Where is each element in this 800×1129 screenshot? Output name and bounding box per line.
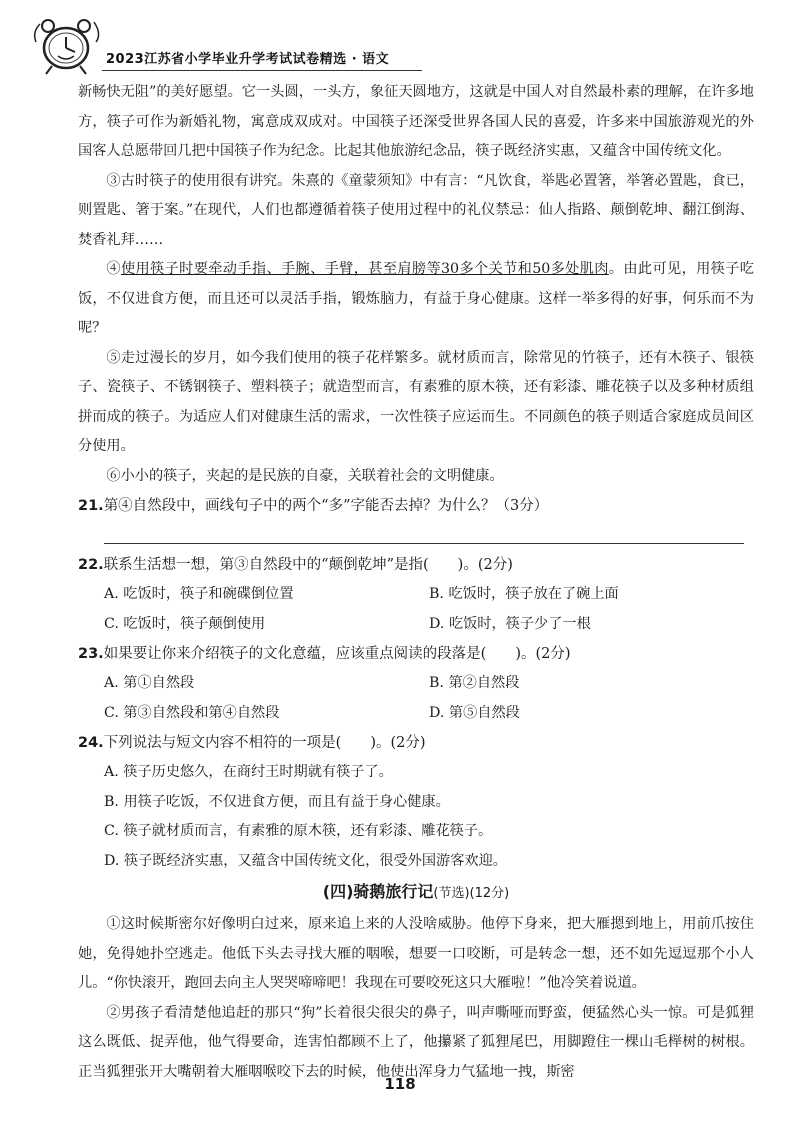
section-4-paragraph-1: ①这时候斯密尔好像明白过来，原来追上来的人没啥威胁。他停下身来，把大雁摁到地上，用前爪按住她，免得她扑空逃走。他低下头去寻找大雁的咽喉，想要一口咬断，可是转念一想，还不如先逗逗那个小人儿。“你快滚开，跑回去向主人哭哭啼啼吧！我现在可要咬死这只大雁啦！”他冷笑着说道。	[78, 916, 754, 991]
section-4-title	[78, 876, 754, 910]
question-24-options	[104, 758, 754, 876]
page-content	[78, 78, 754, 1087]
question-24-number: 24.	[78, 735, 104, 751]
alarm-clock-logo-icon	[30, 12, 108, 78]
question-21	[78, 491, 754, 521]
underlined-sentence-part-3: 多处肌肉	[550, 261, 609, 277]
passage-paragraph-continued: 新畅快无阻”的美好愿望。它一头圆，一头方，象征天圆地方，这就是中国人对自然最朴素的理解，在许多地方，筷子可作为新婚礼物，寓意成双成对。中国筷子还深受世界各国人民的喜爱，许多来中国旅游观光的外国客人总愿带回几把中国筷子作为纪念。比起其他旅游纪念品，筷子既经济实惠，又蕴含中国传统文化。	[78, 84, 754, 159]
question-22-option-a[interactable]: A. 吃饭时，筷子和碗碟倒位置	[104, 586, 294, 602]
header-rule	[102, 70, 422, 71]
header-title: 2023江苏省小学毕业升学考试试卷精选 · 语文	[106, 52, 390, 67]
question-22-text: 联系生活想一想，第③自然段中的“颠倒乾坤”是指( )。(2分)	[103, 557, 513, 573]
passage-paragraph-5: ⑤走过漫长的岁月，如今我们使用的筷子花样繁多。就材质而言，除常见的竹筷子，还有木筷子、银筷子、瓷筷子、不锈钢筷子、塑料筷子；就造型而言，有素雅的原木筷，还有彩漆、雕花筷子以及多种材质组拼而成的筷子。为适应人们对健康生活的需求，一次性筷子应运而生。不同颜色的筷子则适合家庭成员间区分使用。	[78, 349, 754, 454]
question-23-text: 如果要让你来介绍筷子的文化意蕴，应该重点阅读的段落是( )。(2分)	[103, 646, 571, 662]
number-50: 50	[532, 261, 551, 277]
question-24-text: 下列说法与短文内容不相符的一项是( )。(2分)	[103, 735, 426, 751]
underlined-sentence-part-2: 多个关节和	[459, 261, 533, 277]
question-21-text: 第④自然段中，画线句子中的两个“多”字能否去掉？为什么？（3分）	[103, 498, 549, 514]
question-24-option-b[interactable]: B. 用筷子吃饭，不仅进食方便，而且有益于身心健康。	[104, 793, 450, 810]
question-23-number: 23.	[78, 646, 104, 662]
question-22	[78, 550, 754, 580]
question-23	[78, 639, 754, 669]
question-23-option-c[interactable]: C. 第③自然段和第④自然段	[104, 704, 280, 721]
question-24-option-c[interactable]: C. 筷子就材质而言，有素雅的原木筷，还有彩漆、雕花筷子。	[104, 823, 493, 839]
question-23-options	[104, 669, 754, 728]
question-24-option-d[interactable]: D. 筷子既经济实惠，又蕴含中国传统文化，很受外国游客欢迎。	[104, 852, 507, 869]
underlined-sentence-part-1: 使用筷子时要牵动手指、手腕、手臂，甚至肩膀等	[120, 261, 442, 277]
passage-paragraph-6: ⑥小小的筷子，夹起的是民族的自豪，关联着社会的文明健康。	[106, 467, 504, 484]
paragraph-4-marker: ④	[106, 261, 121, 277]
question-21-answer-line[interactable]	[104, 521, 744, 544]
question-23-option-b[interactable]: B. 第②自然段	[429, 675, 520, 691]
question-22-option-c[interactable]: C. 吃饭时，筷子颠倒使用	[104, 615, 266, 632]
section-4-title-note: (节选)(12分)	[433, 886, 510, 901]
question-22-option-b[interactable]: B. 吃饭时，筷子放在了碗上面	[429, 586, 619, 602]
page-header	[30, 10, 770, 80]
number-30: 30	[441, 261, 460, 277]
page-number: 118	[384, 1075, 416, 1093]
passage-paragraph-3: ③古时筷子的使用很有讲究。朱熹的《童蒙须知》中有言：“凡饮食，举匙必置箸，举箸必置匙，食已，则置匙、箸于案。”在现代，人们也都遵循着筷子使用过程中的礼仪禁忌：仙人指路、颠倒乾坤、翻江倒海、焚香礼拜……	[78, 172, 754, 248]
question-24	[78, 728, 754, 758]
question-22-number: 22.	[78, 557, 104, 573]
question-24-option-a[interactable]: A. 筷子历史悠久，在商纣王时期就有筷子了。	[104, 764, 393, 780]
question-22-options	[104, 580, 754, 639]
question-21-number: 21.	[78, 498, 104, 514]
passage-paragraph-4	[78, 255, 754, 344]
paragraph-4-rest: 。由此可见，用筷子吃饭，不仅进食方便，而且还可以灵活手指，锻炼脑力，有益于身心健康。这样一举多得的好事，何乐而不为呢？	[78, 261, 754, 336]
section-4-title-text: (四)骑鹅旅行记	[322, 882, 434, 901]
question-23-option-a[interactable]: A. 第①自然段	[104, 675, 195, 691]
section-4-paragraph-2: ②男孩子看清楚他追赶的那只“狗”长着很尖很尖的鼻子，叫声嘶哑而野蛮，便猛然心头一惊。可是狐狸这么既低、捉弄他，他气得要命，连害怕都顾不上了，他攥紧了狐狸尾巴，用脚蹬住一棵山毛榉树的树根。正当狐狸张开大嘴朝着大雁咽喉咬下去的时候，他使出浑身力气猛地一拽，斯密	[78, 1004, 754, 1080]
question-23-option-d[interactable]: D. 第⑤自然段	[429, 704, 520, 721]
question-22-option-d[interactable]: D. 吃饭时，筷子少了一根	[429, 615, 591, 632]
